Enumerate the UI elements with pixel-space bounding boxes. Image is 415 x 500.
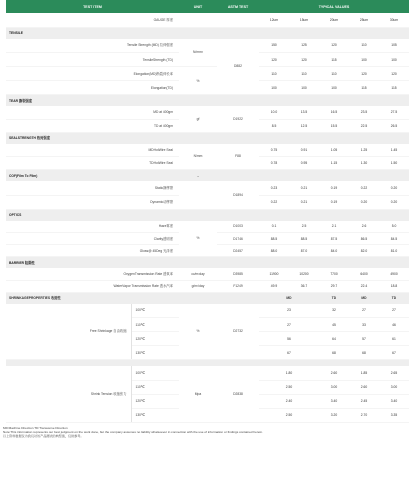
value-cell: 33 (349, 318, 379, 332)
value-cell: 0.23 (259, 181, 289, 195)
value-cell: 1.30 (349, 157, 379, 170)
astm-cell: D2457 (217, 245, 259, 257)
property-label: Static静摩擦 (6, 181, 179, 195)
value-cell: 0.95 (289, 157, 319, 170)
value-cell: 2.5 (289, 221, 319, 233)
value-cell: 2.1 (319, 221, 349, 233)
astm-cell: D1894 (217, 181, 259, 209)
astm-cell: D1003 (217, 221, 259, 233)
value-cell: 100 (319, 81, 349, 95)
value-cell: 15.5 (319, 119, 349, 132)
temperature-cell: 120℃ (131, 394, 179, 408)
temperature-cell: 120℃ (131, 332, 179, 346)
value-cell: 0.20 (379, 181, 409, 195)
value-cell: 2.50 (259, 380, 319, 394)
unit-cell: g/m²/day (179, 280, 217, 292)
value-cell: 86.5 (349, 233, 379, 245)
value-cell: 2.70 (349, 408, 379, 422)
md-header: MD (259, 292, 319, 304)
footnote-line: 以上资料数据仅为我们对该产品测试的典型值，仅供参考。 (3, 434, 84, 439)
value-cell: 110 (289, 67, 319, 81)
value-cell: 61 (379, 332, 409, 346)
property-label: MDHotWire Seal (6, 144, 179, 157)
value-cell: 120 (319, 39, 349, 53)
astm-cell: D3985 (217, 268, 259, 280)
value-cell: 120 (259, 53, 289, 67)
header-typical-values: TYPICAL VALUES (259, 0, 409, 13)
property-label: OxygenTransmission Rate 透氧率 (6, 268, 179, 280)
property-label: MD at 400gm (6, 106, 179, 119)
value-cell: 110 (259, 67, 289, 81)
value-cell: 84.5 (379, 233, 409, 245)
section-title-shrinkage: SHRINKAGEPROPERTIES 收缩性 (6, 292, 259, 304)
value-cell: 0.19 (319, 181, 349, 195)
value-cell: 2.60 (319, 366, 349, 380)
value-cell: 0.19 (319, 195, 349, 209)
value-cell: 18.8 (379, 280, 409, 292)
value-cell: 100 (349, 53, 379, 67)
value-cell: 87.5 (319, 233, 349, 245)
value-cell: 23.5 (349, 106, 379, 119)
value-cell: 27.5 (379, 106, 409, 119)
value-cell: 13.5 (289, 106, 319, 119)
unit-cell: cc/m²day (179, 268, 217, 280)
value-cell: 22.4 (349, 280, 379, 292)
property-label: Haze雾度 (6, 221, 179, 233)
section-title-tensile: TENSILE (6, 27, 409, 39)
value-cell: 1.05 (319, 144, 349, 157)
value-cell: 125 (289, 39, 319, 53)
value-cell: 64 (319, 332, 349, 346)
property-label: TD at 400gm (6, 119, 179, 132)
value-cell: 0.21 (289, 195, 319, 209)
value-cell: 68 (319, 346, 349, 360)
value-cell: 7700 (319, 268, 349, 280)
gauge-value: 20um (319, 13, 349, 27)
value-cell: 2.40 (259, 394, 319, 408)
gauge-value: 12um (259, 13, 289, 27)
value-cell: 120 (289, 53, 319, 67)
astm-cell: D882 (217, 39, 259, 95)
value-cell: 110 (349, 39, 379, 53)
value-cell: 27 (259, 318, 319, 332)
value-cell: 67 (259, 346, 319, 360)
footnote-line: Note:This information represents our best judgment on the work done, but the company assumes no liability whatsoever in connection with the use of information or findings contained herein. (3, 429, 263, 434)
value-cell: 2.6 (349, 221, 379, 233)
unit-cell: - (179, 170, 217, 182)
value-cell: 115 (349, 81, 379, 95)
value-cell: 0.20 (379, 195, 409, 209)
section-title-cof: COF(Film To Film) (6, 170, 179, 182)
value-cell: 32 (319, 304, 349, 318)
property-label: Shrink Tension 收缩张力 (6, 366, 131, 422)
value-cell: 29.7 (319, 280, 349, 292)
property-label: Elongation(MD)断裂伸长率 (6, 67, 179, 81)
value-cell: 1.25 (349, 144, 379, 157)
value-cell: 0.1 (259, 221, 289, 233)
value-cell: 68 (349, 346, 379, 360)
value-cell: 3.40 (319, 394, 349, 408)
unit-cell: N/mm² (179, 39, 217, 67)
value-cell: 2.50 (259, 408, 319, 422)
section-title-seal: SEALSTRENGTH 热封强度 (6, 132, 409, 144)
temperature-cell: 100℃ (131, 366, 179, 380)
value-cell: 3.00 (319, 380, 349, 394)
value-cell: 67 (379, 346, 409, 360)
temperature-cell: 130℃ (131, 346, 179, 360)
astm-cell: D2732 (217, 304, 259, 360)
value-cell: 81.0 (379, 245, 409, 257)
property-label: TensileStrength (TD) (6, 53, 179, 67)
property-label: Elongation(TD) (6, 81, 179, 95)
header-unit: UNIT (179, 0, 217, 13)
value-cell: 10.0 (259, 106, 289, 119)
value-cell: 2.45 (349, 394, 379, 408)
value-cell: 46 (379, 318, 409, 332)
value-cell: 115 (319, 53, 349, 67)
md-header: MD (349, 292, 379, 304)
value-cell: 88.5 (289, 233, 319, 245)
value-cell: 87.0 (289, 245, 319, 257)
value-cell: 1.45 (379, 144, 409, 157)
value-cell: 3.20 (319, 408, 349, 422)
value-cell: 100 (289, 81, 319, 95)
value-cell: 88.0 (259, 245, 289, 257)
value-cell: 3.35 (379, 408, 409, 422)
value-cell: 150 (259, 39, 289, 53)
value-cell: 0.21 (289, 181, 319, 195)
value-cell: 1.80 (259, 366, 319, 380)
td-header: TD (319, 292, 349, 304)
property-label: TDHotWire Seal (6, 157, 179, 170)
unit-cell: % (179, 304, 217, 360)
header-test-item: TEST ITEM (6, 0, 179, 13)
value-cell: 0.91 (289, 144, 319, 157)
spec-table (6, 0, 409, 423)
value-cell: 3.40 (379, 394, 409, 408)
gauge-value: 25um (349, 13, 379, 27)
value-cell: 2.60 (349, 380, 379, 394)
value-cell: 22.5 (349, 119, 379, 132)
value-cell: 27 (349, 304, 379, 318)
value-cell: 26.5 (379, 119, 409, 132)
section-title-barrier: BARRIER 阻隔性 (6, 257, 409, 269)
value-cell: 57 (349, 332, 379, 346)
value-cell: 115 (379, 81, 409, 95)
property-label: WaterVapor Transmission Rate 透水汽率 (6, 280, 179, 292)
unit-cell: Mpa (179, 366, 217, 422)
value-cell: 23 (259, 304, 319, 318)
td-header: TD (379, 292, 409, 304)
unit-cell: % (179, 67, 217, 95)
value-cell: 0.75 (259, 144, 289, 157)
footnote-line: MD:Machine Direction TD:Transverse Direction (3, 425, 68, 430)
value-cell: 1.85 (349, 366, 379, 380)
value-cell: 3.00 (379, 380, 409, 394)
value-cell: 100 (259, 81, 289, 95)
astm-cell: F1249 (217, 280, 259, 292)
astm-cell: D1746 (217, 233, 259, 245)
astm-cell: F88 (217, 144, 259, 170)
unit-cell: % (179, 221, 217, 257)
value-cell: 36.7 (289, 280, 319, 292)
section-title-tear: TEAR 撕裂强度 (6, 95, 409, 107)
value-cell: 100 (379, 53, 409, 67)
gauge-value: 15um (289, 13, 319, 27)
property-label: Clarity透明度 (6, 233, 179, 245)
property-label: Dynamic动摩擦 (6, 195, 179, 209)
gauge-label: GAUGE 厚度 (6, 13, 179, 27)
temperature-cell: 130℃ (131, 408, 179, 422)
temperature-cell: 110℃ (131, 318, 179, 332)
value-cell: 110 (319, 67, 349, 81)
value-cell: 88.5 (259, 233, 289, 245)
value-cell: 5.0 (379, 221, 409, 233)
value-cell: 0.22 (349, 181, 379, 195)
value-cell: 0.78 (259, 157, 289, 170)
value-cell: 4900 (379, 268, 409, 280)
value-cell: 1.15 (319, 157, 349, 170)
value-cell: 0.20 (349, 195, 379, 209)
footnotes (3, 426, 412, 439)
property-label: Tensile Strength (MD) 拉伸强度 (6, 39, 179, 53)
property-label: Free Shrinkage 自由收缩 (6, 304, 131, 360)
value-cell: 105 (379, 39, 409, 53)
value-cell: 56 (259, 332, 319, 346)
temperature-cell: 100℃ (131, 304, 179, 318)
temperature-cell: 110℃ (131, 380, 179, 394)
value-cell: 120 (349, 67, 379, 81)
gauge-value: 30um (379, 13, 409, 27)
unit-cell: gf (179, 106, 217, 132)
value-cell: 12.5 (289, 119, 319, 132)
value-cell: 10200 (289, 268, 319, 280)
value-cell: 11900 (259, 268, 289, 280)
value-cell: 84.0 (319, 245, 349, 257)
section-title-optics: OPTICS (6, 209, 409, 221)
value-cell: 6400 (349, 268, 379, 280)
value-cell: 27 (379, 304, 409, 318)
value-cell: 1.50 (379, 157, 409, 170)
value-cell: 16.5 (319, 106, 349, 119)
value-cell: 2.65 (379, 366, 409, 380)
unit-cell: N/mm (179, 144, 217, 170)
value-cell: 45 (319, 318, 349, 332)
astm-cell: D2838 (217, 366, 259, 422)
value-cell: 8.5 (259, 119, 289, 132)
property-label: Gloss@ 45Deg 光泽度 (6, 245, 179, 257)
astm-cell: D1922 (217, 106, 259, 132)
value-cell: 49.9 (259, 280, 289, 292)
value-cell: 82.0 (349, 245, 379, 257)
value-cell: 120 (379, 67, 409, 81)
value-cell: 0.22 (259, 195, 289, 209)
header-astm: ASTM TEST (217, 0, 259, 13)
